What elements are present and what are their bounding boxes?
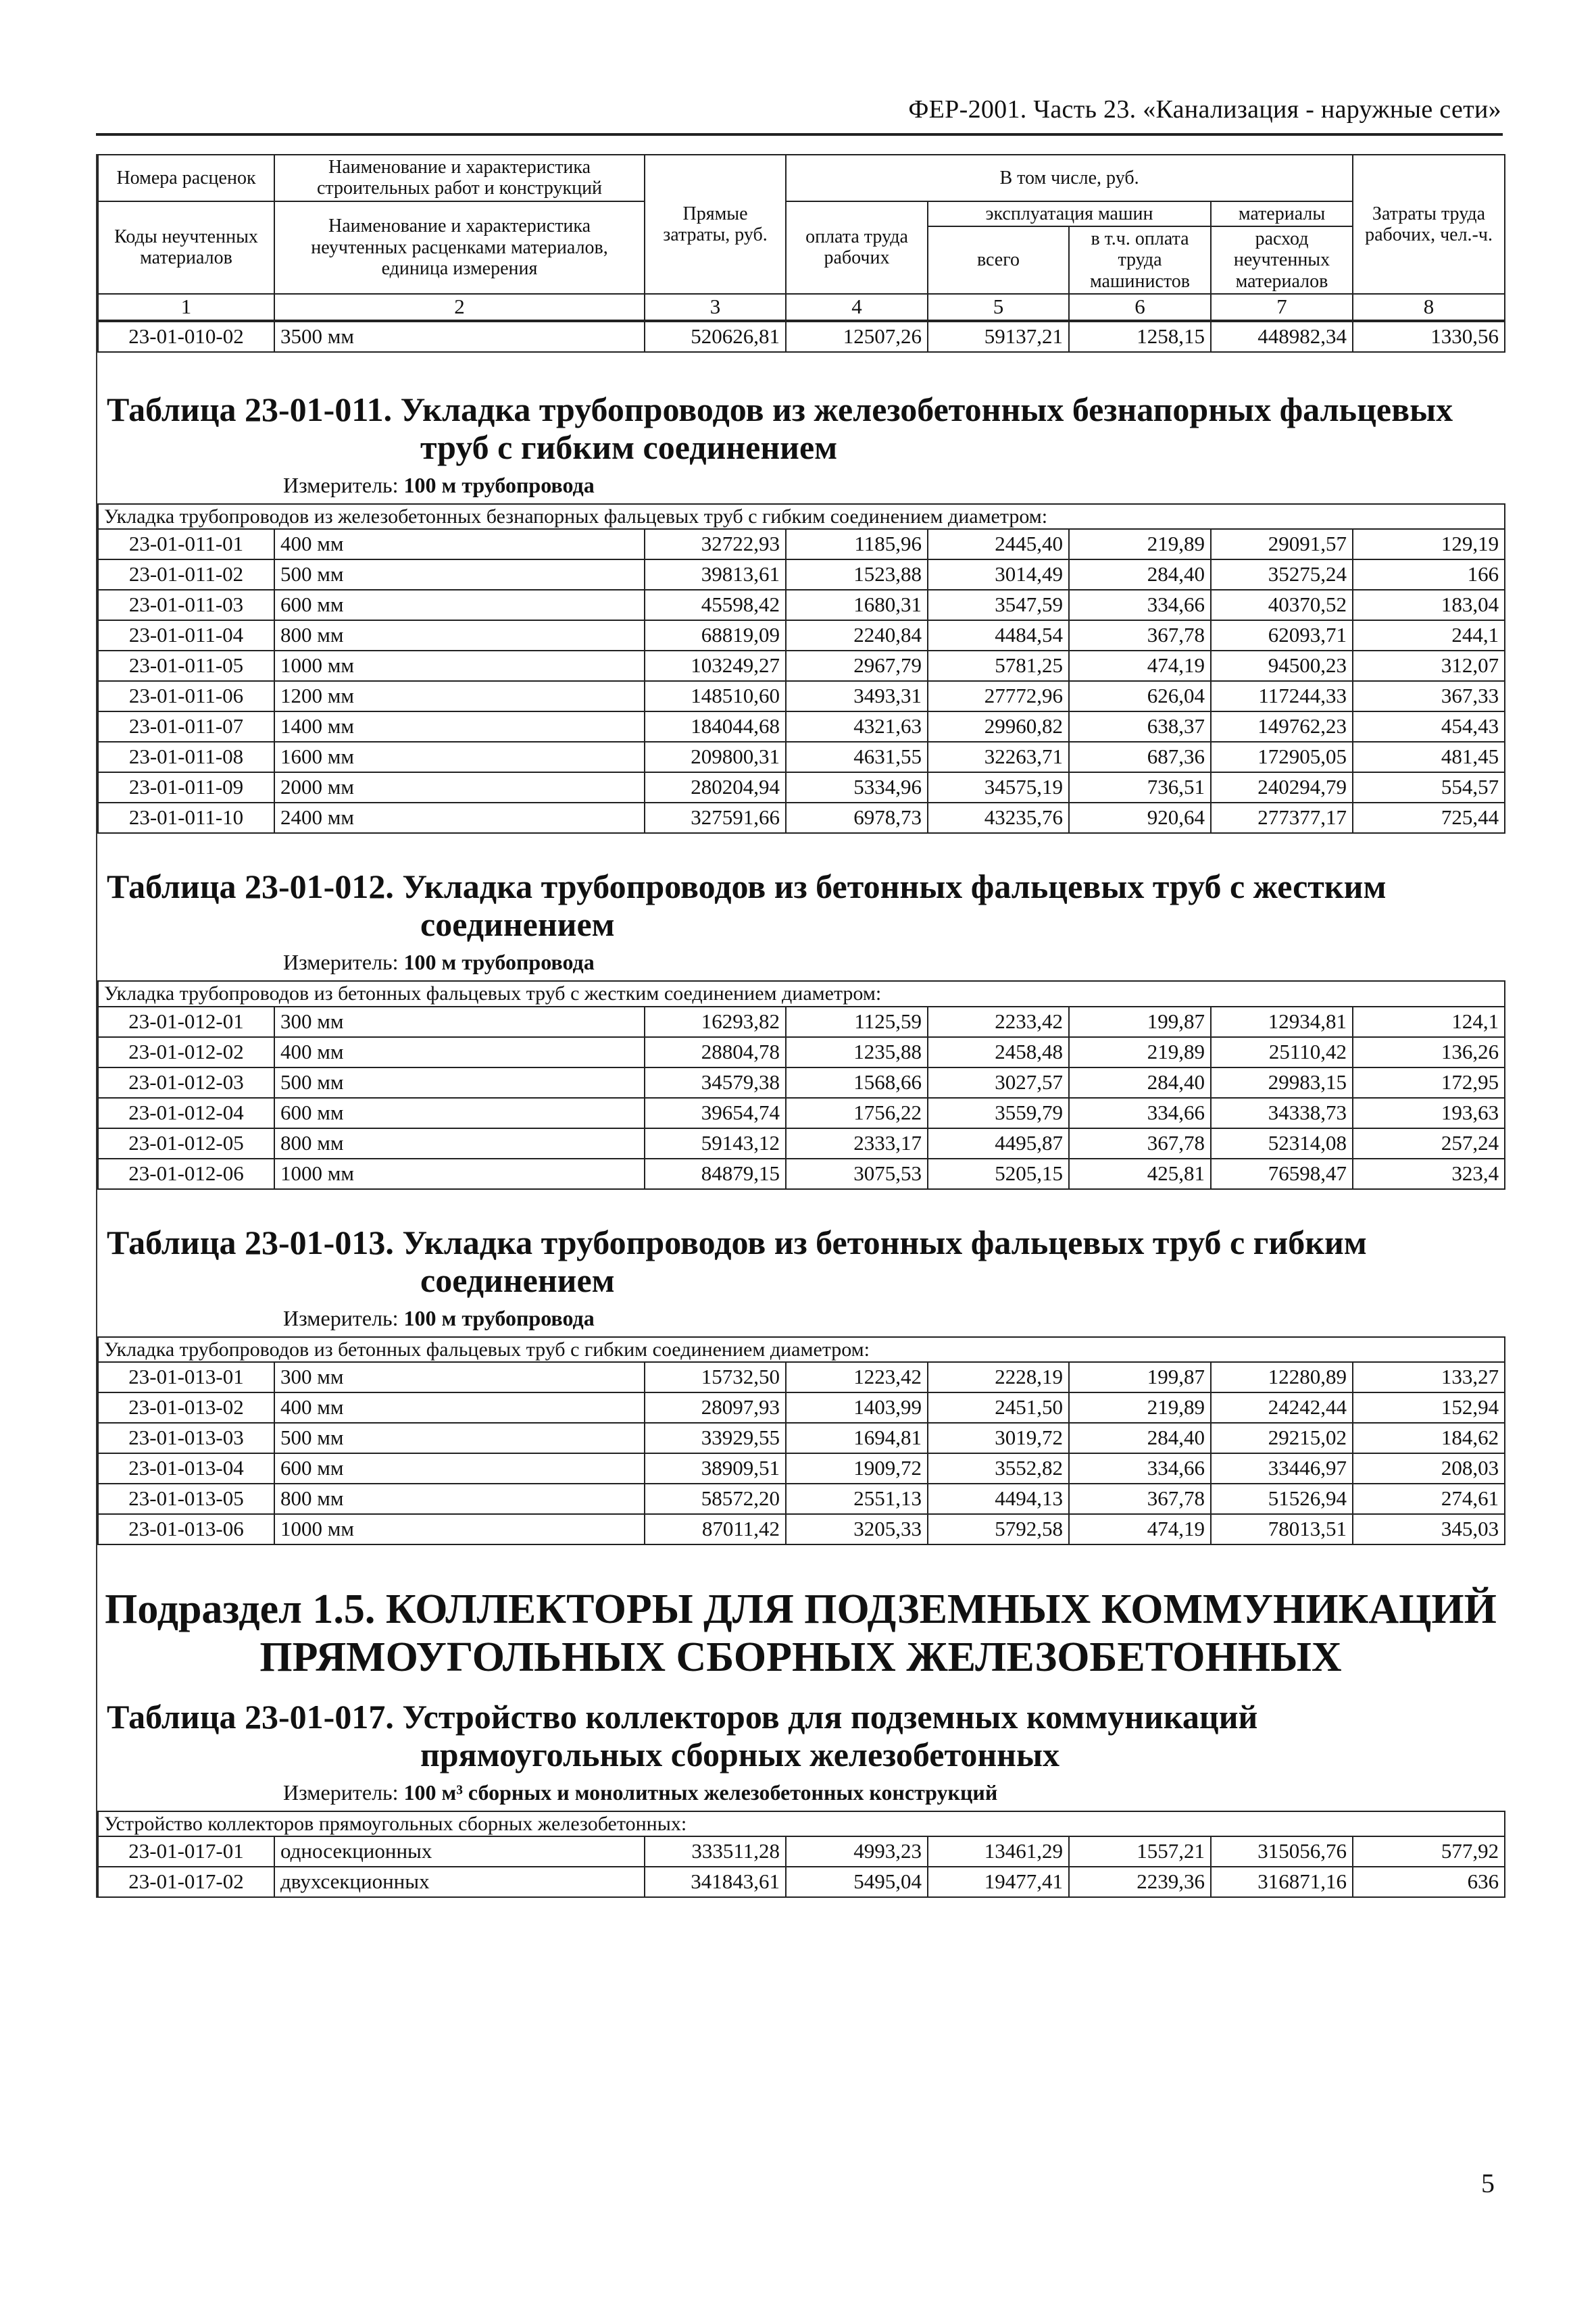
labor-hours: 636	[1353, 1867, 1505, 1897]
machine-labor: 334,66	[1069, 590, 1211, 620]
table-row	[98, 742, 1505, 772]
machine-total: 4494,13	[928, 1484, 1069, 1514]
materials-cost: 29215,02	[1211, 1423, 1353, 1453]
rate-name: 400 мм	[274, 529, 645, 559]
rate-code: 23-01-011-02	[98, 559, 274, 590]
labor-hours: 183,04	[1353, 590, 1505, 620]
rate-name: 500 мм	[274, 1423, 645, 1453]
labor-hours: 244,1	[1353, 620, 1505, 651]
measure-unit: 100 м³ сборных и монолитных железобетонных конструкций	[403, 1780, 998, 1805]
materials-cost: 29983,15	[1211, 1067, 1353, 1098]
measure-label: Измеритель:	[283, 1780, 399, 1805]
machine-total: 3547,59	[928, 590, 1069, 620]
materials-cost: 33446,97	[1211, 1453, 1353, 1484]
rate-name: 1200 мм	[274, 681, 645, 711]
table-row	[98, 1128, 1505, 1159]
table-measure	[97, 950, 1504, 975]
labor-pay: 4631,55	[786, 742, 928, 772]
table-23-01-011	[97, 503, 1505, 834]
subsection-line: Подраздел 1.5. КОЛЛЕКТОРЫ ДЛЯ ПОДЗЕМНЫХ КОММУНИКАЦИЙ	[105, 1586, 1497, 1633]
rate-code: 23-01-012-03	[98, 1067, 274, 1098]
materials-cost: 316871,16	[1211, 1867, 1353, 1897]
machine-labor: 219,89	[1069, 1037, 1211, 1067]
rate-code: 23-01-010-02	[98, 322, 274, 352]
machine-labor: 1557,21	[1069, 1836, 1211, 1867]
materials-cost: 277377,17	[1211, 803, 1353, 833]
labor-pay: 3075,53	[786, 1159, 928, 1189]
rate-name: 1600 мм	[274, 742, 645, 772]
table-row	[98, 1067, 1505, 1098]
table-row	[98, 803, 1505, 833]
direct-cost: 333511,28	[645, 1836, 786, 1867]
table-row	[98, 1037, 1505, 1067]
labor-pay: 1680,31	[786, 590, 928, 620]
machine-labor: 1258,15	[1069, 322, 1211, 352]
labor-hours: 454,43	[1353, 711, 1505, 742]
direct-cost: 39813,61	[645, 559, 786, 590]
rate-code: 23-01-012-06	[98, 1159, 274, 1189]
labor-hours: 481,45	[1353, 742, 1505, 772]
labor-pay: 4993,23	[786, 1836, 928, 1867]
table-row	[98, 1514, 1505, 1544]
measure-unit: 100 м трубопровода	[403, 950, 595, 975]
machine-labor: 284,40	[1069, 1423, 1211, 1453]
table-23-01-013	[97, 1336, 1505, 1546]
header-labor-costs: Затраты труда рабочих, чел.-ч.	[1353, 155, 1505, 294]
rate-code: 23-01-013-01	[98, 1362, 274, 1392]
header-material-codes: Коды неучтенных материалов	[98, 201, 274, 294]
table-title: Таблица 23-01-013. Укладка трубопроводов из бетонных фальцевых труб с гибким	[107, 1223, 1367, 1261]
rate-name: 400 мм	[274, 1392, 645, 1423]
machine-total: 3559,79	[928, 1098, 1069, 1128]
materials-cost: 62093,71	[1211, 620, 1353, 651]
table-caption	[97, 1698, 1504, 1774]
rate-code: 23-01-011-07	[98, 711, 274, 742]
machine-labor: 736,51	[1069, 772, 1211, 803]
direct-cost: 32722,93	[645, 529, 786, 559]
rate-name: 500 мм	[274, 559, 645, 590]
section-title: Устройство коллекторов прямоугольных сборных железобетонных:	[98, 1811, 1505, 1837]
materials-cost: 315056,76	[1211, 1836, 1353, 1867]
labor-hours: 193,63	[1353, 1098, 1505, 1128]
table-row	[98, 1007, 1505, 1037]
rate-code: 23-01-013-04	[98, 1453, 274, 1484]
rate-code: 23-01-013-06	[98, 1514, 274, 1544]
direct-cost: 520626,81	[645, 322, 786, 352]
materials-cost: 76598,47	[1211, 1159, 1353, 1189]
labor-pay: 5495,04	[786, 1867, 928, 1897]
machine-total: 5781,25	[928, 651, 1069, 681]
direct-cost: 87011,42	[645, 1514, 786, 1544]
labor-pay: 2333,17	[786, 1128, 928, 1159]
table-23-01-017	[97, 1811, 1505, 1898]
labor-hours: 323,4	[1353, 1159, 1505, 1189]
machine-total: 2233,42	[928, 1007, 1069, 1037]
materials-cost: 25110,42	[1211, 1037, 1353, 1067]
machine-labor: 199,87	[1069, 1007, 1211, 1037]
machine-labor: 474,19	[1069, 651, 1211, 681]
labor-pay: 1568,66	[786, 1067, 928, 1098]
column-header-table	[97, 154, 1505, 321]
labor-hours: 274,61	[1353, 1484, 1505, 1514]
rate-name: 800 мм	[274, 1484, 645, 1514]
machine-labor: 284,40	[1069, 1067, 1211, 1098]
materials-cost: 12934,81	[1211, 1007, 1353, 1037]
direct-cost: 148510,60	[645, 681, 786, 711]
direct-cost: 38909,51	[645, 1453, 786, 1484]
machine-labor: 284,40	[1069, 559, 1211, 590]
table-measure	[97, 1306, 1504, 1331]
machine-total: 4495,87	[928, 1128, 1069, 1159]
machine-total: 5205,15	[928, 1159, 1069, 1189]
labor-hours: 208,03	[1353, 1453, 1505, 1484]
materials-cost: 51526,94	[1211, 1484, 1353, 1514]
table-row	[98, 772, 1505, 803]
machine-labor: 474,19	[1069, 1514, 1211, 1544]
machine-labor: 334,66	[1069, 1453, 1211, 1484]
direct-cost: 45598,42	[645, 590, 786, 620]
page-content	[96, 154, 1504, 1898]
rate-code: 23-01-017-02	[98, 1867, 274, 1897]
rate-name: 1000 мм	[274, 1514, 645, 1544]
direct-cost: 341843,61	[645, 1867, 786, 1897]
table-row	[98, 1453, 1505, 1484]
table-row	[98, 620, 1505, 651]
table-title-cont: прямоугольных сборных железобетонных	[420, 1735, 1060, 1774]
materials-cost: 94500,23	[1211, 651, 1353, 681]
table-row	[98, 1836, 1505, 1867]
table-row	[98, 711, 1505, 742]
table-measure	[97, 473, 1504, 498]
rate-name: 600 мм	[274, 1098, 645, 1128]
labor-pay: 1125,59	[786, 1007, 928, 1037]
table-measure	[97, 1780, 1504, 1805]
labor-pay: 2240,84	[786, 620, 928, 651]
rows-23-01-010	[97, 321, 1505, 353]
machine-labor: 687,36	[1069, 742, 1211, 772]
table-row	[98, 1423, 1505, 1453]
rate-code: 23-01-012-04	[98, 1098, 274, 1128]
materials-cost: 448982,34	[1211, 322, 1353, 352]
rate-name: 400 мм	[274, 1037, 645, 1067]
rate-code: 23-01-011-08	[98, 742, 274, 772]
rate-name: 2000 мм	[274, 772, 645, 803]
rate-code: 23-01-011-01	[98, 529, 274, 559]
labor-pay: 4321,63	[786, 711, 928, 742]
rate-name: 1000 мм	[274, 651, 645, 681]
col-number: 6	[1069, 294, 1211, 320]
rate-name: 3500 мм	[274, 322, 645, 352]
machine-total: 2458,48	[928, 1037, 1069, 1067]
table-caption	[97, 391, 1504, 466]
direct-cost: 209800,31	[645, 742, 786, 772]
table-row	[98, 529, 1505, 559]
labor-hours: 172,95	[1353, 1067, 1505, 1098]
machine-total: 13461,29	[928, 1836, 1069, 1867]
direct-cost: 15732,50	[645, 1362, 786, 1392]
rate-code: 23-01-011-03	[98, 590, 274, 620]
machine-total: 32263,71	[928, 742, 1069, 772]
rate-name: 300 мм	[274, 1007, 645, 1037]
labor-hours: 554,57	[1353, 772, 1505, 803]
rate-code: 23-01-011-06	[98, 681, 274, 711]
labor-pay: 1523,88	[786, 559, 928, 590]
direct-cost: 280204,94	[645, 772, 786, 803]
machine-total: 43235,76	[928, 803, 1069, 833]
header-direct-costs: Прямые затраты, руб.	[645, 155, 786, 294]
labor-hours: 312,07	[1353, 651, 1505, 681]
subsection-line: ПРЯМОУГОЛЬНЫХ СБОРНЫХ ЖЕЛЕЗОБЕТОННЫХ	[259, 1634, 1342, 1680]
materials-cost: 240294,79	[1211, 772, 1353, 803]
labor-pay: 12507,26	[786, 322, 928, 352]
labor-hours: 1330,56	[1353, 322, 1505, 352]
rate-code: 23-01-017-01	[98, 1836, 274, 1867]
measure-unit: 100 м трубопровода	[403, 472, 595, 497]
rate-name: односекционных	[274, 1836, 645, 1867]
labor-hours: 184,62	[1353, 1423, 1505, 1453]
labor-hours: 129,19	[1353, 529, 1505, 559]
direct-cost: 84879,15	[645, 1159, 786, 1189]
section-title: Укладка трубопроводов из бетонных фальцевых труб с жестким соединением диаметром:	[98, 981, 1505, 1007]
rate-name: 1400 мм	[274, 711, 645, 742]
labor-hours: 257,24	[1353, 1128, 1505, 1159]
table-row	[98, 651, 1505, 681]
rate-name: 800 мм	[274, 620, 645, 651]
machine-total: 5792,58	[928, 1514, 1069, 1544]
direct-cost: 184044,68	[645, 711, 786, 742]
labor-pay: 1185,96	[786, 529, 928, 559]
materials-cost: 149762,23	[1211, 711, 1353, 742]
table-row	[98, 1392, 1505, 1423]
table-title: Таблица 23-01-017. Устройство коллекторов для подземных коммуникаций	[107, 1697, 1258, 1736]
machine-labor: 367,78	[1069, 1128, 1211, 1159]
machine-total: 3027,57	[928, 1067, 1069, 1098]
machine-labor: 626,04	[1069, 681, 1211, 711]
header-materials: материалы	[1211, 201, 1353, 226]
labor-pay: 6978,73	[786, 803, 928, 833]
direct-cost: 28097,93	[645, 1392, 786, 1423]
machine-labor: 334,66	[1069, 1098, 1211, 1128]
machine-labor: 199,87	[1069, 1362, 1211, 1392]
col-number: 2	[274, 294, 645, 320]
running-header: ФЕР-2001. Часть 23. «Канализация - наружные сети»	[908, 95, 1501, 124]
table-23-01-012	[97, 980, 1505, 1190]
header-machine-labor: в т.ч. оплата труда машинистов	[1069, 226, 1211, 294]
direct-cost: 58572,20	[645, 1484, 786, 1514]
table-caption	[97, 1224, 1504, 1299]
labor-hours: 577,92	[1353, 1836, 1505, 1867]
labor-pay: 1909,72	[786, 1453, 928, 1484]
measure-label: Измеритель:	[283, 472, 399, 497]
rate-code: 23-01-011-09	[98, 772, 274, 803]
machine-total: 34575,19	[928, 772, 1069, 803]
rate-name: 600 мм	[274, 1453, 645, 1484]
machine-labor: 638,37	[1069, 711, 1211, 742]
machine-total: 19477,41	[928, 1867, 1069, 1897]
machine-labor: 367,78	[1069, 1484, 1211, 1514]
table-row	[98, 590, 1505, 620]
machine-labor: 920,64	[1069, 803, 1211, 833]
col-number: 4	[786, 294, 928, 320]
rate-name: 600 мм	[274, 590, 645, 620]
labor-pay: 1223,42	[786, 1362, 928, 1392]
rate-name: 500 мм	[274, 1067, 645, 1098]
table-row	[98, 1362, 1505, 1392]
direct-cost: 39654,74	[645, 1098, 786, 1128]
table-title-cont: труб с гибким соединением	[420, 428, 838, 466]
machine-total: 29960,82	[928, 711, 1069, 742]
table-row	[98, 681, 1505, 711]
labor-hours: 166	[1353, 559, 1505, 590]
labor-hours: 345,03	[1353, 1514, 1505, 1544]
rate-code: 23-01-013-02	[98, 1392, 274, 1423]
labor-hours: 136,26	[1353, 1037, 1505, 1067]
rate-code: 23-01-012-02	[98, 1037, 274, 1067]
rate-code: 23-01-011-04	[98, 620, 274, 651]
table-row	[98, 322, 1505, 352]
table-title-cont: соединением	[420, 1261, 615, 1299]
materials-cost: 52314,08	[1211, 1128, 1353, 1159]
col-number: 3	[645, 294, 786, 320]
header-work-name: Наименование и характеристика строительных работ и конструкций	[274, 155, 645, 201]
header-column-numbers	[98, 294, 1505, 320]
header-labor-pay: оплата труда рабочих	[786, 201, 928, 294]
section-title: Укладка трубопроводов из железобетонных безнапорных фальцевых труб с гибким соединением диаметром:	[98, 504, 1505, 530]
labor-pay: 2551,13	[786, 1484, 928, 1514]
header-rate-numbers: Номера расценок	[98, 155, 274, 201]
labor-hours: 133,27	[1353, 1362, 1505, 1392]
direct-cost: 68819,09	[645, 620, 786, 651]
machine-total: 3019,72	[928, 1423, 1069, 1453]
machine-labor: 219,89	[1069, 529, 1211, 559]
table-row	[98, 1159, 1505, 1189]
machine-total: 59137,21	[928, 322, 1069, 352]
materials-cost: 35275,24	[1211, 559, 1353, 590]
labor-hours: 725,44	[1353, 803, 1505, 833]
labor-pay: 1235,88	[786, 1037, 928, 1067]
machine-total: 2445,40	[928, 529, 1069, 559]
table-title-cont: соединением	[420, 905, 615, 944]
col-number: 7	[1211, 294, 1353, 320]
rate-code: 23-01-012-01	[98, 1007, 274, 1037]
measure-label: Измеритель:	[283, 950, 399, 975]
rate-name: двухсекционных	[274, 1867, 645, 1897]
materials-cost: 117244,33	[1211, 681, 1353, 711]
direct-cost: 16293,82	[645, 1007, 786, 1037]
machine-labor: 367,78	[1069, 620, 1211, 651]
measure-label: Измеритель:	[283, 1305, 399, 1330]
rate-name: 1000 мм	[274, 1159, 645, 1189]
page-number: 5	[1481, 2168, 1495, 2198]
direct-cost: 103249,27	[645, 651, 786, 681]
machine-total: 2451,50	[928, 1392, 1069, 1423]
rate-code: 23-01-013-05	[98, 1484, 274, 1514]
labor-pay: 1694,81	[786, 1423, 928, 1453]
materials-cost: 12280,89	[1211, 1362, 1353, 1392]
direct-cost: 28804,78	[645, 1037, 786, 1067]
machine-labor: 219,89	[1069, 1392, 1211, 1423]
table-row	[98, 1867, 1505, 1897]
header-materials-usage: расход неучтенных материалов	[1211, 226, 1353, 294]
header-material-name: Наименование и характеристика неучтенных расценками материалов, единица измерения	[274, 201, 645, 294]
rate-code: 23-01-011-05	[98, 651, 274, 681]
table-row	[98, 1484, 1505, 1514]
labor-pay: 1403,99	[786, 1392, 928, 1423]
materials-cost: 172905,05	[1211, 742, 1353, 772]
labor-hours: 367,33	[1353, 681, 1505, 711]
materials-cost: 24242,44	[1211, 1392, 1353, 1423]
machine-labor: 425,81	[1069, 1159, 1211, 1189]
materials-cost: 29091,57	[1211, 529, 1353, 559]
header-machine-total: всего	[928, 226, 1069, 294]
table-caption	[97, 867, 1504, 943]
rate-code: 23-01-013-03	[98, 1423, 274, 1453]
machine-total: 27772,96	[928, 681, 1069, 711]
labor-pay: 3493,31	[786, 681, 928, 711]
table-title: Таблица 23-01-012. Укладка трубопроводов из бетонных фальцевых труб с жестким	[107, 867, 1387, 906]
rate-code: 23-01-011-10	[98, 803, 274, 833]
rate-name: 800 мм	[274, 1128, 645, 1159]
rate-name: 2400 мм	[274, 803, 645, 833]
direct-cost: 33929,55	[645, 1423, 786, 1453]
materials-cost: 34338,73	[1211, 1098, 1353, 1128]
subsection-heading	[97, 1579, 1504, 1697]
labor-hours: 124,1	[1353, 1007, 1505, 1037]
col-number: 8	[1353, 294, 1505, 320]
table-row	[98, 1098, 1505, 1128]
section-title: Укладка трубопроводов из бетонных фальцевых труб с гибким соединением диаметром:	[98, 1337, 1505, 1363]
machine-total: 3014,49	[928, 559, 1069, 590]
header-machine-operation: эксплуатация машин	[928, 201, 1211, 226]
labor-pay: 1756,22	[786, 1098, 928, 1128]
labor-hours: 152,94	[1353, 1392, 1505, 1423]
header-including: В том числе, руб.	[786, 155, 1353, 201]
direct-cost: 59143,12	[645, 1128, 786, 1159]
measure-unit: 100 м трубопровода	[403, 1305, 595, 1330]
labor-pay: 3205,33	[786, 1514, 928, 1544]
machine-labor: 2239,36	[1069, 1867, 1211, 1897]
table-title: Таблица 23-01-011. Укладка трубопроводов из железобетонных безнапорных фальцевых	[107, 390, 1453, 428]
rate-name: 300 мм	[274, 1362, 645, 1392]
materials-cost: 40370,52	[1211, 590, 1353, 620]
direct-cost: 327591,66	[645, 803, 786, 833]
labor-pay: 2967,79	[786, 651, 928, 681]
machine-total: 2228,19	[928, 1362, 1069, 1392]
labor-pay: 5334,96	[786, 772, 928, 803]
col-number: 1	[98, 294, 274, 320]
direct-cost: 34579,38	[645, 1067, 786, 1098]
machine-total: 4484,54	[928, 620, 1069, 651]
machine-total: 3552,82	[928, 1453, 1069, 1484]
materials-cost: 78013,51	[1211, 1514, 1353, 1544]
rate-code: 23-01-012-05	[98, 1128, 274, 1159]
col-number: 5	[928, 294, 1069, 320]
header-rule	[96, 133, 1503, 136]
table-row	[98, 559, 1505, 590]
